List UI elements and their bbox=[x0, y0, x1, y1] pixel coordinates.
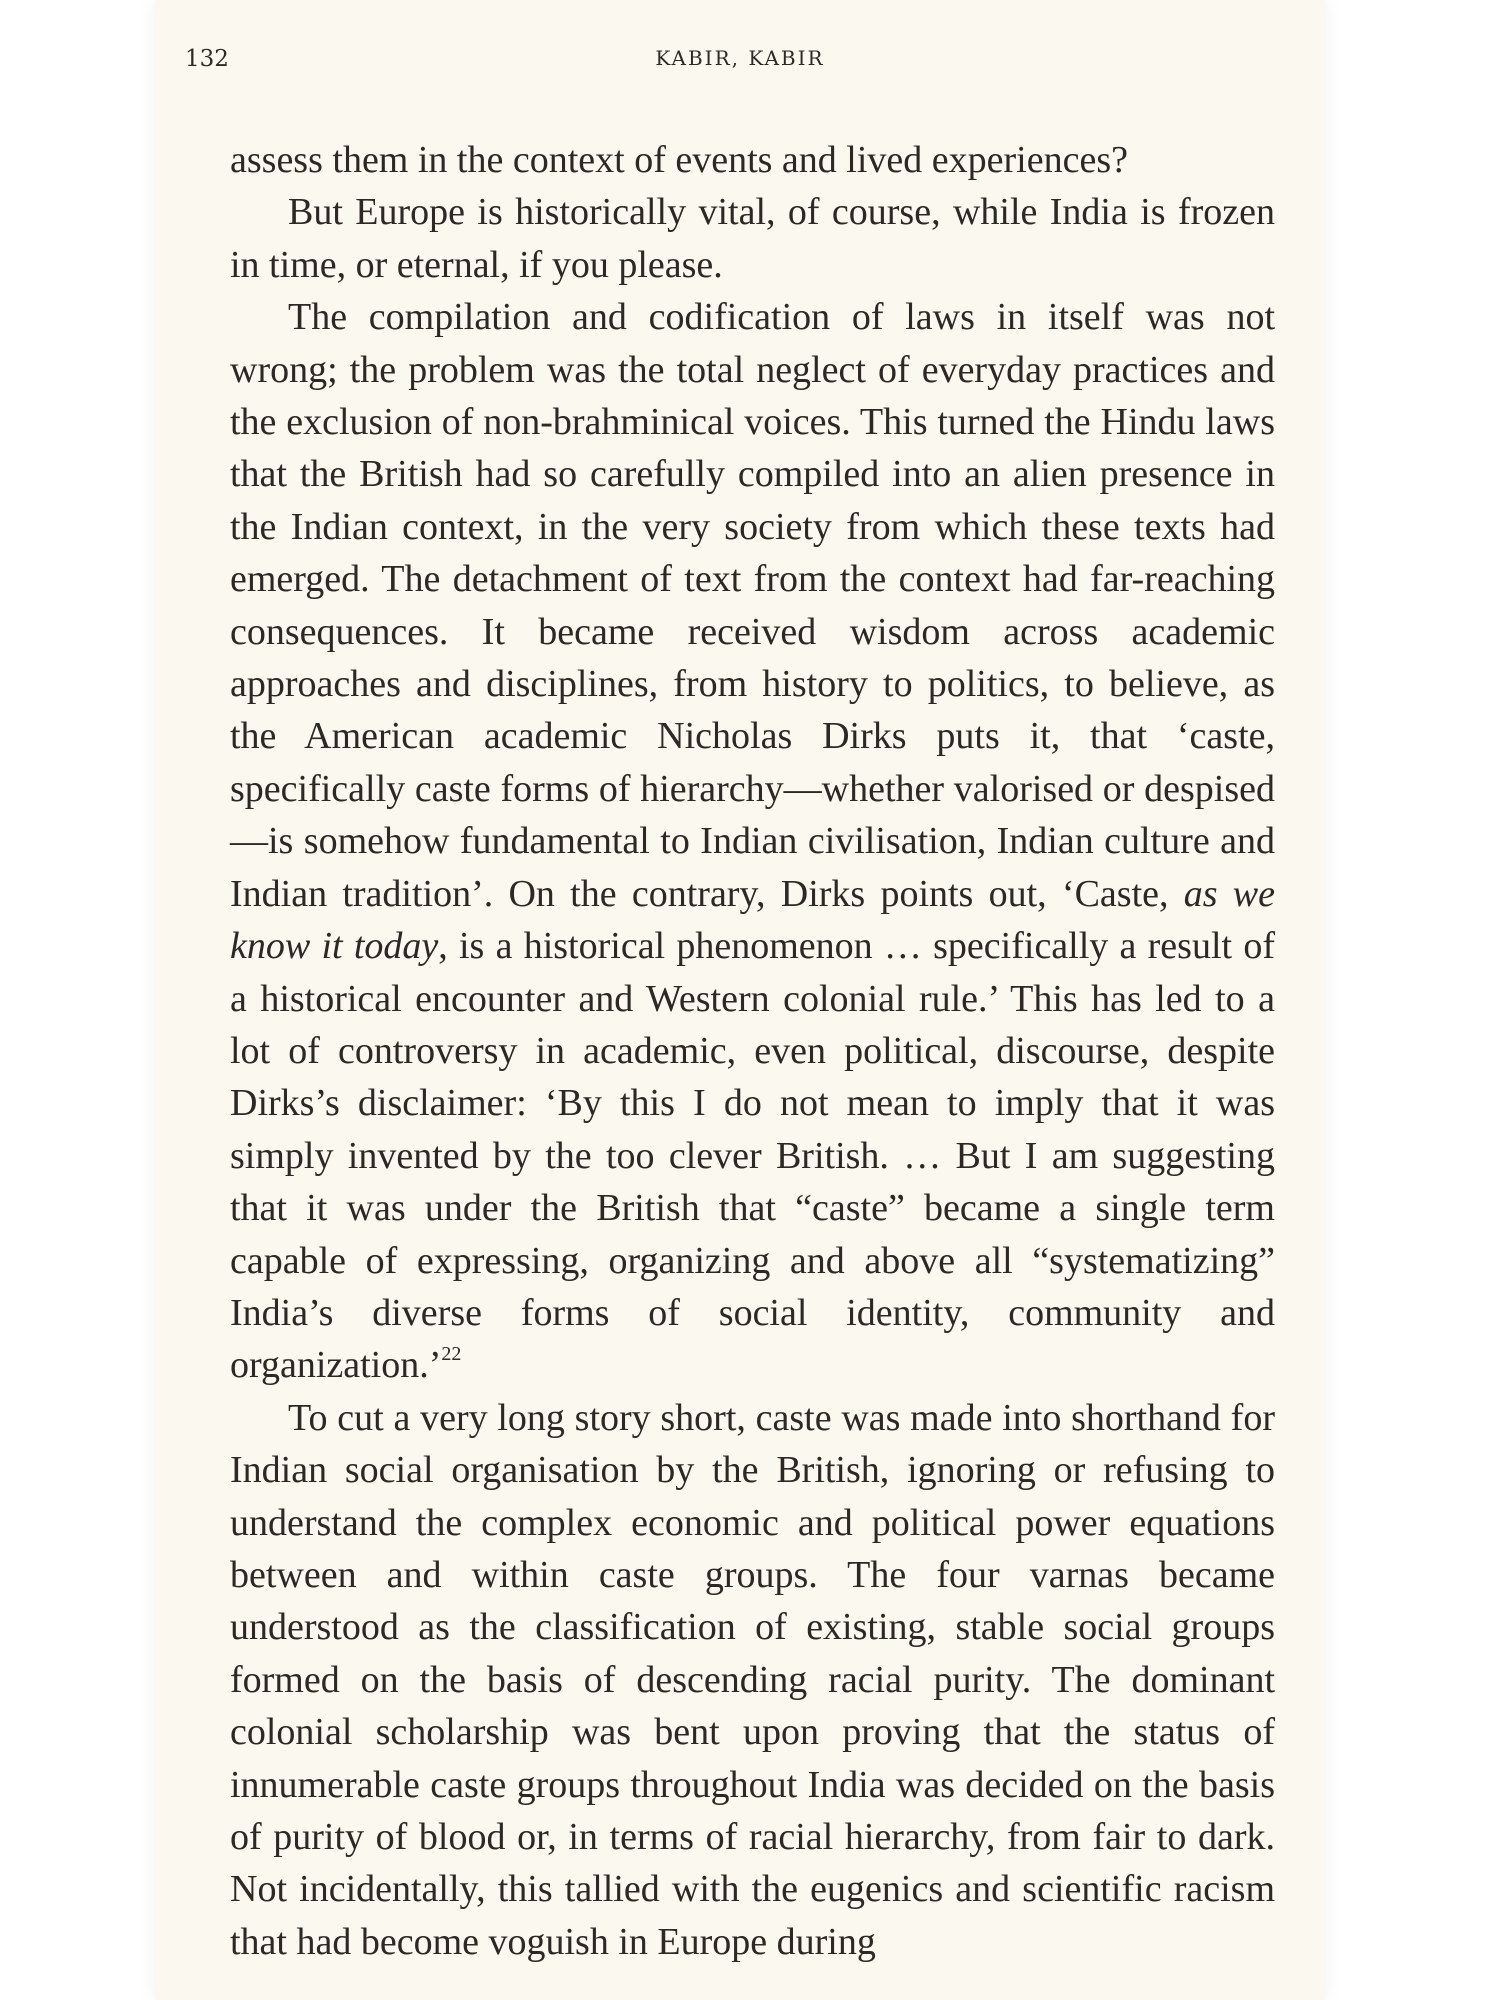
paragraph bbox=[230, 134, 1275, 186]
paragraph-text: The compilation and codification of laws in itself was not wrong; the problem was the total neglect of everyday practices and the exclusion of non-brahminical voices. This turned the Hindu laws that the British had so carefully compiled into an alien presence in the Indian context, in the very society from which these texts had emerged. The detachment of text from the context had far-reaching consequences. It became received wisdom across academic approaches and disciplines, from history to politics, to believe, as the American academic Nicholas Dirks puts it, that ‘caste, specifically caste forms of hierarchy—whether valorised or despised—is somehow fundamental to Indian civilisation, Indian culture and Indian tradition’. On the contrary, Dirks points out, ‘Caste, bbox=[230, 296, 1275, 915]
paragraph bbox=[230, 291, 1275, 1392]
book-page bbox=[155, 0, 1325, 2000]
paragraph bbox=[230, 1392, 1275, 1968]
footnote-marker: 22 bbox=[441, 1342, 462, 1365]
paragraph-text: To cut a very long story short, caste was made into shorthand for Indian social organisation by the British, ignoring or refusing to understand the complex economic and political power equations between and within caste groups. The four varnas became understood as the classification of existing, stable social groups formed on the basis of descending racial purity. The dominant colonial scholarship was bent upon proving that the status of innumerable caste groups throughout India was decided on the basis of purity of blood or, in terms of racial hierarchy, from fair to dark. Not incidentally, this tallied with the eugenics and scientific racism that had become voguish in Europe during bbox=[230, 1396, 1275, 1963]
page-number: 132 bbox=[185, 46, 229, 72]
page-header bbox=[155, 46, 1325, 76]
running-head: KABIR, KABIR bbox=[655, 46, 825, 70]
page-body bbox=[230, 134, 1275, 1968]
emphasis-text: as we know it today bbox=[230, 872, 1276, 968]
paragraph-text: , is a historical phenomenon … specifically a result of a historical encounter and Western colonial rule.’ This has led to a lot of controversy in academic, even political, discourse, despite Dirks’s disclaimer: ‘By this I do not mean to imply that it was simply invented by the too clever British. … But I am suggesting that it was under the British that “caste” became a single term capable of expressing, organizing and above all “systematizing” India’s diverse forms of social identity, community and organization.’ bbox=[230, 925, 1275, 1387]
paragraph-text: assess them in the context of events and lived experiences? bbox=[230, 139, 1128, 181]
paragraph bbox=[230, 186, 1275, 291]
paragraph-text: But Europe is historically vital, of course, while India is frozen in time, or eternal, if you please. bbox=[230, 191, 1275, 286]
